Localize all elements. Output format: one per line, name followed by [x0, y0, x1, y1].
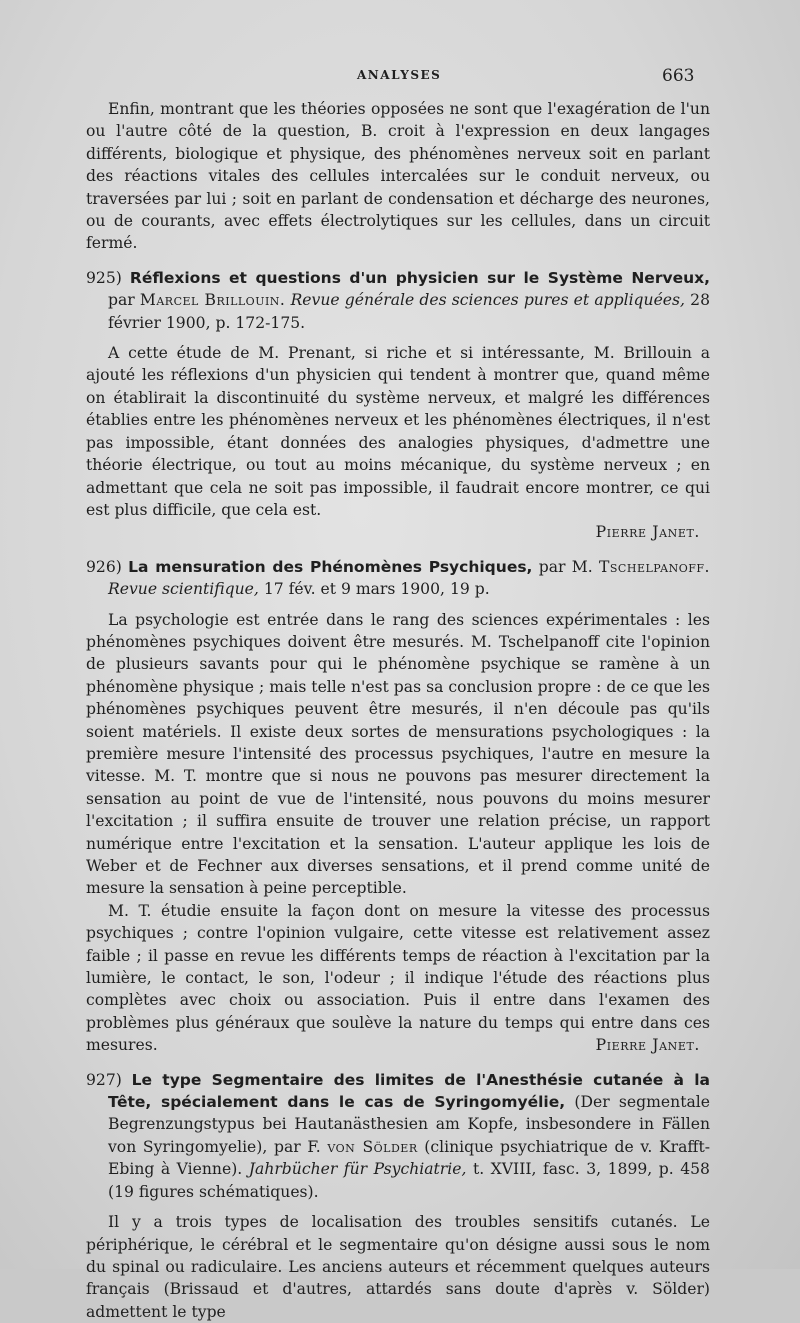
page-number: 663: [662, 66, 695, 86]
entry-details: 28 février 1900, p. 172-175.: [108, 291, 710, 332]
entry-title: Réflexions et questions d'un physicien sur le Système Nerveux,: [129, 268, 710, 287]
entry-heading: [86, 267, 710, 334]
entry-paragraph: La psychologie est entrée dans le rang des sciences expérimentales : les phénomènes psychiques doivent être mesurés. M. Tschelpanoff cite l'opinion de plusieurs savants pour qui le phénomène psychique se ramène à un phénomène physique ; mais telle n'est pas sa conclusion propre : de ce que les phénomènes psychiques peuvent être mesurés, il n'en découle pas qu'ils soient matériels. Il existe deux sortes de mensurations psychologiques : la première mesure l'intensité des processus psychiques, l'autre en mesure la vitesse. M. T. montre que si nous ne pouvons pas mesurer directement la sensation au point de vue de l'intensité, nous pouvons du moins mesurer l'excitation ; il suffira ensuite de trouver une relation précise, un rapport numérique entre l'excitation et la sensation. L'auteur applique les lois de Weber et de Fechner aux diverses sensations, et il prend comme unité de mesure la sensation à peine perceptible.: [86, 610, 710, 898]
entry-paragraph-text: M. T. étudie ensuite la façon dont on mesure la vitesse des processus psychiques ; contre l'opinion vulgaire, cette vitesse est relativement assez faible ; il passe en revue les différents temps de réaction à l'excitation par la lumière, le contact, le son, l'odeur ; il indique l'étude des réactions plus complètes avec choix ou association. Puis il entre dans l'examen des problèmes plus généraux que soulève la nature du temps qui entre dans ces mesures.: [86, 901, 710, 1055]
entry-number: 926): [86, 557, 122, 576]
page-body: [86, 98, 710, 1323]
entry-details-pre: (clinique psychiatrique de v. Krafft-Ebing à Vienne).: [108, 1137, 710, 1179]
entry-925: [86, 267, 710, 544]
entry-body: [86, 609, 710, 1057]
entry-body: [86, 342, 710, 544]
entry-author: Tschelpanoff.: [599, 557, 710, 576]
entry-by: par M.: [538, 557, 593, 576]
entry-paragraph: A cette étude de M. Prenant, si riche et si intéressante, M. Brillouin a ajouté les réflexions d'un physicien qui tendent à montrer que, quand même on établirait la discontinuité du système nerveux, et malgré les différences établies entre les phénomènes nerveux et les phénomènes électriques, il n'est pas impossible, étant données des analogies physiques, d'admettre une théorie électrique, ou tout au moins mécanique, du système nerveux ; en admettant que cela ne soit pas impossible, il faudrait encore montrer, ce qui est plus difficile, que cela est.: [86, 344, 710, 519]
entry-subtitle: (Der segmentale Begrenzungstypus bei Hautanästhesien am Kopfe, insbesondere in Fällen von Syringomyelie), par F.: [108, 1093, 710, 1156]
entry-927: [86, 1069, 710, 1323]
intro-paragraph: Enfin, montrant que les théories opposées ne sont que l'exagération de l'un ou l'autre côté de la question, B. croit à l'expression en deux langages différents, biologique et physique, des phénomènes nerveux soit en parlant des réactions vitales des cellules intercalées sur le conduit nerveux, ou traversées par lui ; soit en parlant de condensation et décharge des neurones, ou de courants, avec effets électrolytiques sur les cellules, dans un circuit fermé.: [86, 100, 710, 253]
entry-926: [86, 556, 710, 1057]
entry-number: 927): [86, 1070, 122, 1089]
entry-author: von Sölder: [327, 1137, 418, 1156]
entry-body: [86, 1211, 710, 1323]
entry-journal: Revue scientifique,: [108, 580, 259, 599]
entry-paragraph: Il y a trois types de localisation des troubles sensitifs cutanés. Le périphérique, le cérébral et le segmentaire qu'on désigne aussi sous le nom du spinal ou radiculaire. Les anciens auteurs et récemment quelques auteurs français (Brissaud et d'autres, attardés sans doute d'après v. Sölder) admettent le type: [86, 1213, 710, 1321]
entry-heading: [86, 556, 710, 601]
entry-signature: Pierre Janet.: [595, 1036, 700, 1055]
entry-by: par: [108, 291, 135, 310]
entry-journal: Revue générale des sciences pures et appliquées,: [290, 291, 685, 310]
entry-signature: Pierre Janet.: [595, 523, 700, 542]
entry-title: Le type Segmentaire des limites de l'Anesthésie cutanée à la Tête, spécialement dans le cas de Syringomyélie,: [108, 1070, 710, 1112]
entry-details: t. XVIII, fasc. 3, 1899, p. 458 (19 figures schématiques).: [108, 1160, 710, 1201]
entry-paragraph: [86, 900, 710, 1057]
entry-heading: [86, 1069, 710, 1203]
entry-details: 17 fév. et 9 mars 1900, 19 p.: [263, 580, 490, 599]
entry-author: Marcel Brillouin.: [139, 291, 286, 310]
running-head: ANALYSES: [357, 68, 442, 82]
entry-number: 925): [86, 268, 122, 287]
page-header: [0, 66, 800, 88]
entry-title: La mensuration des Phénomènes Psychiques,: [128, 557, 533, 576]
entry-journal: Jahrbücher für Psychiatrie,: [248, 1160, 467, 1179]
